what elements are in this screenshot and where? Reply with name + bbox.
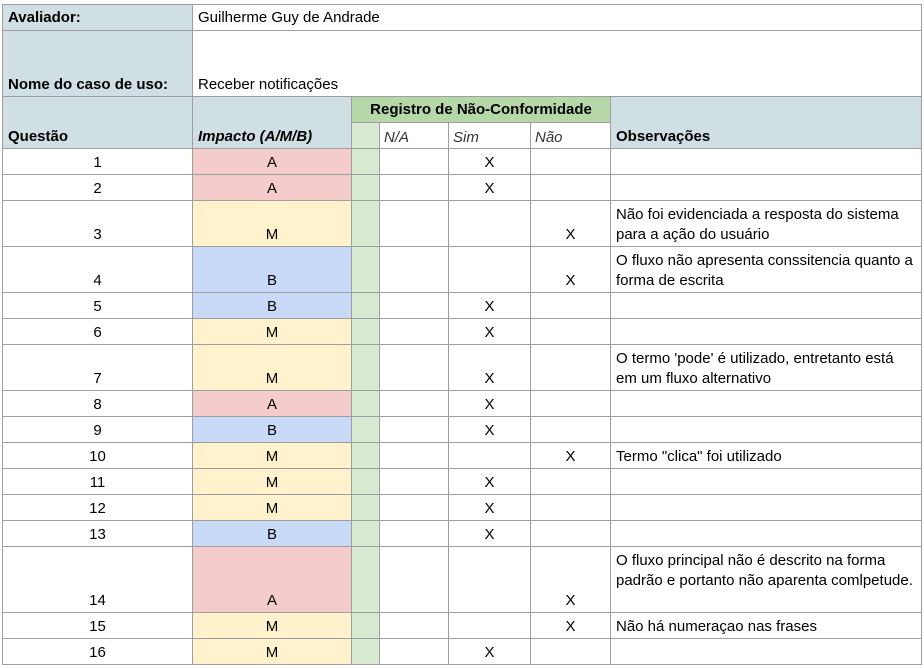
table-row xyxy=(3,345,922,391)
sim-cell[interactable]: X xyxy=(449,417,531,443)
nao-cell[interactable] xyxy=(531,417,611,443)
question-number-cell[interactable]: 7 xyxy=(3,345,193,391)
impact-cell[interactable]: B xyxy=(193,521,352,547)
impact-cell[interactable]: A xyxy=(193,547,352,613)
question-number-cell[interactable]: 2 xyxy=(3,175,193,201)
table-row xyxy=(3,469,922,495)
observation-cell[interactable] xyxy=(611,469,922,495)
sim-cell[interactable]: X xyxy=(449,521,531,547)
group-header-row xyxy=(3,97,922,123)
na-cell[interactable] xyxy=(380,247,449,293)
impact-cell[interactable]: M xyxy=(193,319,352,345)
evaluation-sheet xyxy=(2,4,922,665)
observation-cell[interactable] xyxy=(611,175,922,201)
sim-cell[interactable]: X xyxy=(449,149,531,175)
green-spacer-cell[interactable] xyxy=(352,521,380,547)
question-number-cell[interactable]: 11 xyxy=(3,469,193,495)
na-cell[interactable] xyxy=(380,293,449,319)
observation-cell[interactable] xyxy=(611,639,922,665)
observation-cell[interactable]: Não há numeraçao nas frases xyxy=(611,613,922,639)
observation-cell[interactable] xyxy=(611,391,922,417)
nao-cell[interactable] xyxy=(531,293,611,319)
impact-cell[interactable]: B xyxy=(193,417,352,443)
table-row xyxy=(3,247,922,293)
question-number-cell[interactable]: 9 xyxy=(3,417,193,443)
observation-cell[interactable]: O termo 'pode' é utilizado, entretanto está em um fluxo alternativo xyxy=(611,345,922,391)
table-row xyxy=(3,443,922,469)
table-row xyxy=(3,175,922,201)
question-number-cell[interactable]: 16 xyxy=(3,639,193,665)
impact-cell[interactable]: M xyxy=(193,613,352,639)
green-spacer-cell[interactable] xyxy=(352,149,380,175)
observation-cell[interactable]: O fluxo não apresenta conssitencia quanto a forma de escrita xyxy=(611,247,922,293)
sim-cell[interactable] xyxy=(449,547,531,613)
sim-cell[interactable]: X xyxy=(449,469,531,495)
question-number-cell[interactable]: 8 xyxy=(3,391,193,417)
na-cell[interactable] xyxy=(380,547,449,613)
nao-cell[interactable] xyxy=(531,639,611,665)
nao-cell[interactable]: X xyxy=(531,201,611,247)
observation-cell[interactable] xyxy=(611,319,922,345)
na-cell[interactable] xyxy=(380,443,449,469)
green-spacer-cell[interactable] xyxy=(352,391,380,417)
observation-cell[interactable] xyxy=(611,417,922,443)
observation-cell[interactable] xyxy=(611,495,922,521)
question-number-cell[interactable]: 3 xyxy=(3,201,193,247)
nao-cell[interactable] xyxy=(531,521,611,547)
green-spacer-cell[interactable] xyxy=(352,613,380,639)
impact-cell[interactable]: A xyxy=(193,175,352,201)
green-spacer-cell[interactable] xyxy=(352,319,380,345)
green-spacer-cell[interactable] xyxy=(352,123,380,149)
sim-cell[interactable]: X xyxy=(449,495,531,521)
sim-cell[interactable] xyxy=(449,613,531,639)
use-case-label[interactable]: Nome do caso de uso: xyxy=(3,31,193,97)
na-cell[interactable] xyxy=(380,345,449,391)
nao-cell[interactable] xyxy=(531,495,611,521)
na-cell[interactable] xyxy=(380,149,449,175)
na-cell[interactable] xyxy=(380,319,449,345)
green-spacer-cell[interactable] xyxy=(352,639,380,665)
observations-column-header[interactable]: Observações xyxy=(611,97,922,149)
green-spacer-cell[interactable] xyxy=(352,175,380,201)
nonconformity-group-header[interactable]: Registro de Não-Conformidade xyxy=(352,97,611,123)
table-row xyxy=(3,521,922,547)
nao-cell[interactable] xyxy=(531,391,611,417)
green-spacer-cell[interactable] xyxy=(352,547,380,613)
evaluator-value[interactable]: Guilherme Guy de Andrade xyxy=(193,5,922,31)
question-number-cell[interactable]: 1 xyxy=(3,149,193,175)
na-cell[interactable] xyxy=(380,495,449,521)
sim-cell[interactable]: X xyxy=(449,345,531,391)
sim-cell[interactable]: X xyxy=(449,319,531,345)
nao-cell[interactable]: X xyxy=(531,613,611,639)
table-row xyxy=(3,495,922,521)
table-row xyxy=(3,391,922,417)
impact-cell[interactable]: B xyxy=(193,293,352,319)
green-spacer-cell[interactable] xyxy=(352,469,380,495)
na-cell[interactable] xyxy=(380,521,449,547)
nao-cell[interactable] xyxy=(531,149,611,175)
question-number-cell[interactable]: 5 xyxy=(3,293,193,319)
na-cell[interactable] xyxy=(380,175,449,201)
question-number-cell[interactable]: 12 xyxy=(3,495,193,521)
observation-cell[interactable]: O fluxo principal não é descrito na forma padrão e portanto não aparenta comlpetude. xyxy=(611,547,922,613)
question-number-cell[interactable]: 15 xyxy=(3,613,193,639)
impact-cell[interactable]: A xyxy=(193,149,352,175)
table-row xyxy=(3,149,922,175)
impact-cell[interactable]: M xyxy=(193,495,352,521)
impact-cell[interactable]: M xyxy=(193,469,352,495)
question-number-cell[interactable]: 10 xyxy=(3,443,193,469)
na-cell[interactable] xyxy=(380,417,449,443)
evaluator-label[interactable]: Avaliador: xyxy=(3,5,193,31)
question-number-cell[interactable]: 14 xyxy=(3,547,193,613)
impact-cell[interactable]: M xyxy=(193,639,352,665)
nao-column-header[interactable]: Não xyxy=(531,123,611,149)
nao-cell[interactable] xyxy=(531,469,611,495)
table-row xyxy=(3,639,922,665)
table-row xyxy=(3,547,922,613)
nao-cell[interactable] xyxy=(531,319,611,345)
green-spacer-cell[interactable] xyxy=(352,345,380,391)
table-row xyxy=(3,613,922,639)
impact-cell[interactable]: A xyxy=(193,391,352,417)
green-spacer-cell[interactable] xyxy=(352,417,380,443)
impact-column-header[interactable]: Impacto (A/M/B) xyxy=(193,97,352,149)
na-cell[interactable] xyxy=(380,469,449,495)
green-spacer-cell[interactable] xyxy=(352,247,380,293)
sim-cell[interactable]: X xyxy=(449,639,531,665)
impact-cell[interactable]: B xyxy=(193,247,352,293)
nao-cell[interactable] xyxy=(531,345,611,391)
observation-cell[interactable] xyxy=(611,521,922,547)
nao-cell[interactable] xyxy=(531,175,611,201)
impact-cell[interactable]: M xyxy=(193,443,352,469)
na-cell[interactable] xyxy=(380,613,449,639)
sim-cell[interactable] xyxy=(449,443,531,469)
impact-cell[interactable]: M xyxy=(193,345,352,391)
na-cell[interactable] xyxy=(380,639,449,665)
observation-cell[interactable]: Não foi evidenciada a resposta do sistema para a ação do usuário xyxy=(611,201,922,247)
question-column-header[interactable]: Questão xyxy=(3,97,193,149)
sim-cell[interactable]: X xyxy=(449,391,531,417)
use-case-row xyxy=(3,31,922,97)
green-spacer-cell[interactable] xyxy=(352,293,380,319)
sim-cell[interactable] xyxy=(449,247,531,293)
question-number-cell[interactable]: 4 xyxy=(3,247,193,293)
question-number-cell[interactable]: 13 xyxy=(3,521,193,547)
observation-cell[interactable] xyxy=(611,149,922,175)
sim-column-header[interactable]: Sim xyxy=(449,123,531,149)
table-row xyxy=(3,417,922,443)
sim-cell[interactable]: X xyxy=(449,175,531,201)
observation-cell[interactable] xyxy=(611,293,922,319)
sim-cell[interactable]: X xyxy=(449,293,531,319)
observation-cell[interactable]: Termo "clica" foi utilizado xyxy=(611,443,922,469)
table-row xyxy=(3,201,922,247)
na-cell[interactable] xyxy=(380,201,449,247)
table-row xyxy=(3,319,922,345)
use-case-value[interactable]: Receber notificações xyxy=(193,31,922,97)
green-spacer-cell[interactable] xyxy=(352,201,380,247)
nao-cell[interactable]: X xyxy=(531,547,611,613)
sim-cell[interactable] xyxy=(449,201,531,247)
green-spacer-cell[interactable] xyxy=(352,495,380,521)
evaluator-row xyxy=(3,5,922,31)
na-cell[interactable] xyxy=(380,391,449,417)
impact-cell[interactable]: M xyxy=(193,201,352,247)
nao-cell[interactable]: X xyxy=(531,247,611,293)
nao-cell[interactable]: X xyxy=(531,443,611,469)
question-number-cell[interactable]: 6 xyxy=(3,319,193,345)
table-row xyxy=(3,293,922,319)
na-column-header[interactable]: N/A xyxy=(380,123,449,149)
green-spacer-cell[interactable] xyxy=(352,443,380,469)
